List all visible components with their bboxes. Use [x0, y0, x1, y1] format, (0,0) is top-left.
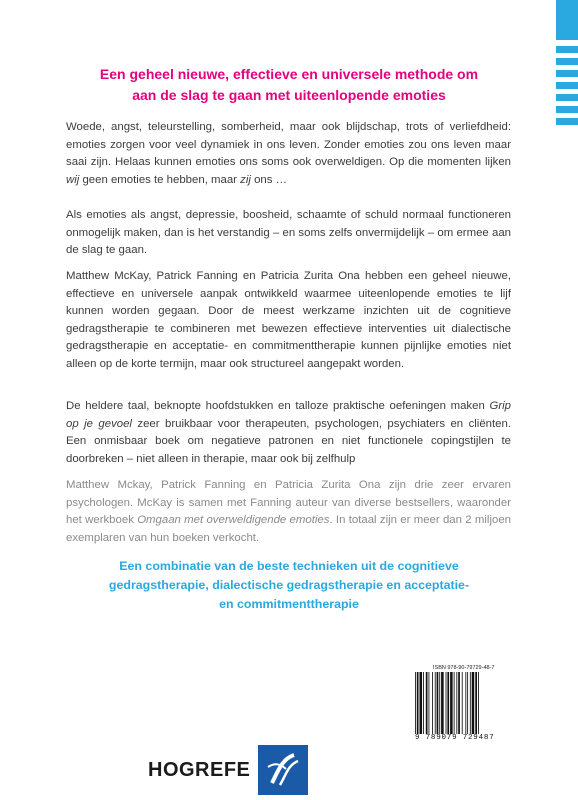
text-run: zeer bruikbaar voor therapeuten, psychologen, psychiaters en cliënten. Een onmisbaar boek om negatieve patronen en niet functionele copingstijlen te doorbreken – niet alleen in therapie, maar ook bij zelfhulp: [66, 417, 511, 465]
intro-paragraph: [66, 119, 511, 189]
barcode-bar: [462, 672, 463, 734]
tagline-line: Een combinatie van de beste technieken uit de cognitieve: [119, 559, 459, 573]
emphasis: zij: [240, 173, 251, 186]
barcode-bar: [475, 672, 477, 734]
stripe-band: [556, 46, 578, 53]
text-run: Woede, angst, teleurstelling, somberheid, maar ook blijdschap, trots of verliefdheid: emoties zorgen voor veel dynamiek in ons leven. Zonder emoties zou ons leven maar saai zijn. Helaas kunnen emoties ons soms ook overweldigen. Op die momenten lijken: [66, 121, 511, 169]
headline-line: Een geheel nieuwe, effectieve en universele methode om: [99, 66, 479, 82]
barcode-icon: [413, 672, 503, 734]
text-run: . In totaal zijn er meer dan 2 miljoen exemplaren van hun boeken verkocht.: [66, 514, 511, 544]
barcode-digits: 9 789079 729487: [415, 734, 495, 742]
tagline-line: en commitmenttherapie: [219, 597, 359, 611]
emphasis: wij: [66, 173, 80, 186]
isbn-text: ISBN 978-90-79729-48-7: [433, 665, 495, 671]
book-title: Omgaan met overweldigende emoties: [137, 514, 330, 527]
barcode-block: [413, 664, 503, 742]
barcode-bar: [456, 672, 457, 734]
barcode-bar: [446, 672, 447, 734]
tagline: [80, 557, 498, 614]
stripe-band: [556, 94, 578, 101]
publisher-name: HOGREFE: [148, 758, 251, 781]
stripe-band: [556, 118, 578, 125]
barcode-bar: [435, 672, 436, 734]
back-cover-headline: [70, 64, 508, 106]
emotions-paragraph: Als emoties als angst, depressie, boosheid, schaamte of schuld normaal functioneren onmogelijk maken, dan is het verstandig – en soms zelfs onvermijdelijk – om ermee aan de slag te gaan.: [66, 209, 511, 257]
barcode-bar: [423, 672, 424, 734]
text-run: Matthew Mckay, Patrick Fanning en Patricia Zurita Ona zijn drie zeer ervaren psychologen. McKay is samen met Fanning auteur van diverse bestsellers, waaronder het werkboek: [66, 479, 511, 527]
barcode-bar: [439, 672, 440, 734]
stripe-band: [556, 82, 578, 89]
text-run: De heldere taal, beknopte hoofdstukken en talloze praktische oefeningen maken: [66, 400, 490, 412]
cover-edge-stripes: [556, 0, 578, 128]
tagline-line: gedragstherapie, dialectische gedragstherapie en acceptatie-: [108, 578, 470, 592]
stripe-band: [556, 0, 578, 40]
barcode-bar: [437, 672, 439, 734]
authors-paragraph: [66, 477, 511, 547]
method-paragraph: Matthew McKay, Patrick Fanning en Patricia Zurita Ona hebben een geheel nieuwe, effectieve en universele aanpak ontwikkeld waarmee uiteenlopende emoties te lijf kunnen worden gegaan. Door de meest werkzame inzichten uit de cognitieve gedragstherapie te combineren met bewezen effectieve interventies uit dialectische gedragstherapie en acceptatie- en commitmenttherapie kunnen pijnlijke emoties niet alleen op de korte termijn, maar ook structureel aangepakt worden.: [66, 270, 511, 370]
barcode-bar: [472, 672, 475, 734]
barcode-bar: [465, 672, 466, 734]
headline-line: aan de slag te gaan met uiteenlopende emoties: [132, 87, 446, 103]
text-run: ons …: [250, 173, 287, 186]
barcode-bar: [458, 672, 460, 734]
publisher-logo: [148, 745, 308, 795]
barcode-bar: [415, 672, 416, 734]
barcode-bar: [447, 672, 449, 734]
hogrefe-logo-icon: [258, 745, 308, 795]
barcode-bar: [432, 672, 433, 734]
barcode-bar: [478, 672, 479, 734]
barcode-bar: [454, 672, 455, 734]
barcode-bar: [420, 672, 423, 734]
text-run: geen emoties te hebben, maar: [79, 173, 241, 186]
stripe-band: [556, 70, 578, 77]
stripe-band: [556, 58, 578, 65]
barcode-bar: [470, 672, 471, 734]
barcode-bar: [441, 672, 444, 734]
barcode-bar: [467, 672, 468, 734]
barcode-bar: [417, 672, 419, 734]
stripe-band: [556, 106, 578, 113]
book-value-paragraph: [66, 398, 511, 468]
barcode-bar: [429, 672, 430, 734]
barcode-bar: [426, 672, 428, 734]
barcode-bar: [450, 672, 453, 734]
book-title: Grip op je gevoel: [66, 400, 511, 430]
